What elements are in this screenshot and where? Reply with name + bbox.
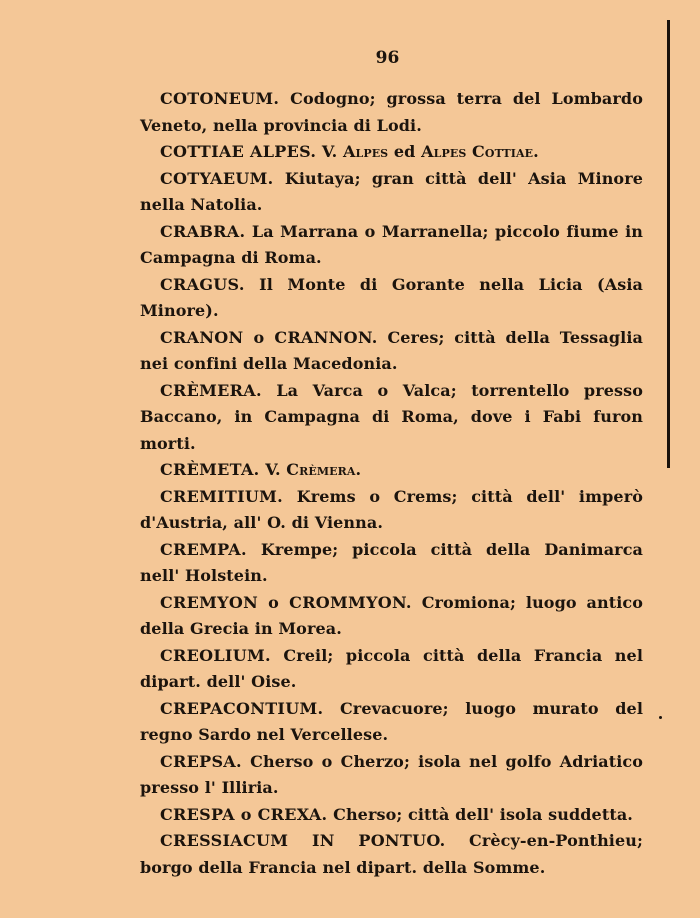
entry-headword: COTTIAE ALPES. [160,142,317,161]
entry-headword: CRABRA. [160,221,246,241]
entry-headword: COTYAEUM. [160,168,274,188]
page-edge-line [667,20,670,468]
entry-text: Crècy-en-Ponthieu; borgo della Francia nel dipart. della Somme. [140,831,644,877]
entry-text: Codogno; grossa terra del Lombardo Veneto, nella provincia di Lodi. [140,89,643,135]
entry-reference: Alpes [342,142,389,161]
entry-headword: COTONEUM. [160,89,280,108]
entry [140,457,643,484]
entry-headword: CRANON o CRANNON. [160,327,378,347]
entry-text: . [533,142,539,161]
entry-headword: CREOLIUM. [160,645,271,665]
entry-text: La Marrana o Marranella; piccolo fiume in Campagna di Roma. [140,221,644,267]
entry-text: Cherso; città dell' isola suddetta. [333,804,633,824]
entry-headword: CRÈMETA. [160,460,260,479]
entry-headword: CRÈMERA. [160,380,262,400]
entry-text: Cherso o Cherzo; isola nel golfo Adriatico presso l' Illiria. [140,751,643,797]
entry [140,696,643,749]
entry-headword: CREMITIUM. [160,486,284,506]
entry-text: Kiutaya; gran città dell' Asia Minore nella Natolia. [140,168,644,214]
entry-headword: CRESSIACUM IN PONTUO. [160,831,446,850]
entry-text: V. [321,142,338,161]
entry-headword: CRAGUS. [160,274,245,294]
entry-text: Cromiona; luogo antico della Grecia in Morea. [140,592,644,638]
entry-headword: CREMYON o CROMMYON. [160,592,412,612]
entry-text: V. [265,460,281,479]
entry [140,272,643,325]
entry [140,749,643,802]
entry [140,590,643,643]
entry-reference: Alpes Cottiae [421,142,534,161]
entry-text: Creil; piccola città della Francia nel dipart. dell' Oise. [140,645,644,691]
entry-text: La Varca o Valca; torrentello presso Baccano, in Campagna di Roma, dove i Fabi furon morti. [140,380,643,453]
entry-text: Crevacuore; luogo murato del regno Sardo nel Vercellese. [140,698,643,744]
entry [140,484,643,537]
entry-headword: CREPSA. [160,751,242,771]
entry-text: Ceres; città della Tessaglia nei confini della Macedonia. [140,327,643,373]
entry-text: Krempe; piccola città della Danimarca nell' Holstein. [140,539,644,585]
entry [140,86,643,139]
entry-text: ed [393,142,416,161]
entry-headword: CRESPA o CREXA. [160,804,328,824]
entry [140,139,643,166]
entry [140,537,643,590]
entry-headword: CREMPA. [160,539,247,559]
entry [140,378,643,458]
entry [140,802,643,829]
entry [140,325,643,378]
entry-text: . [355,460,362,479]
ink-speck [659,716,662,719]
entry [140,828,643,881]
entry [140,166,643,219]
entry-text: Il Monte di Gorante nella Licia (Asia Minore). [140,274,643,320]
entry-headword: CREPACONTIUM. [160,698,324,718]
entry [140,219,643,272]
entry [140,643,643,696]
entry-reference: Crèmera [286,460,356,479]
page-number: 96 [375,48,400,68]
dictionary-entries [140,86,643,881]
entry-text: Krems o Crems; città dell' imperò d'Austria, all' O. di Vienna. [140,486,643,532]
